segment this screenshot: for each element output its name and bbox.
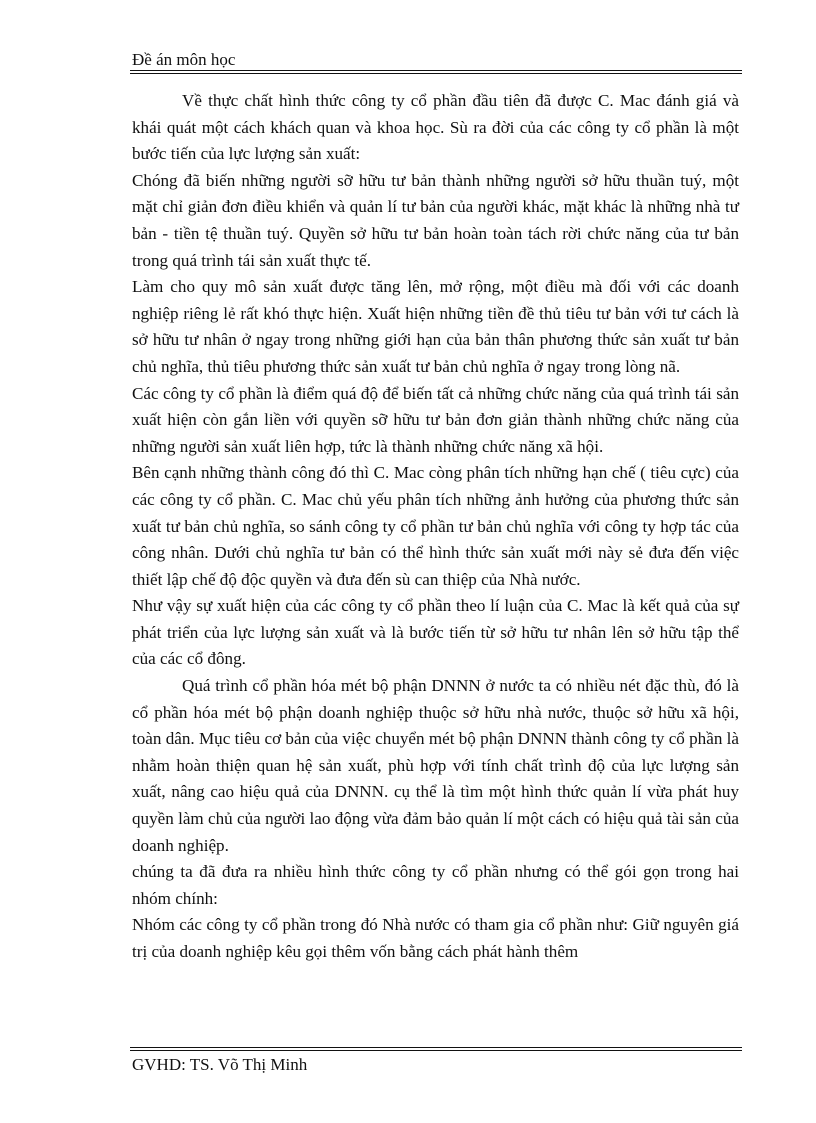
footer-rule — [130, 1047, 742, 1048]
page-footer-text: GVHD: TS. Võ Thị Minh — [132, 1055, 308, 1074]
paragraph: Quá trình cổ phần hóa mét bộ phận DNNN ở nước ta có nhiều nét đặc thù, đó là cổ phần hóa mét bộ phận doanh nghiệp thuộc sở hữu nhà nước, thuộc sở hữu xã hội, toàn dân. Mục tiêu cơ bản của việc chuyển mét bộ phận DNNN thành công ty cổ phần là nhằm hoàn thiện quan hệ sản xuất, phù hợp với tính chất trình độ của lực lượng sản xuất, nâng cao hiệu quả của DNNN. cụ thể là tìm một hình thức quản lí vừa phát huy quyền làm chủ của người lao động vừa đảm bảo quản lí một cách có hiệu quả tài sản của doanh nghiệp. — [132, 676, 739, 855]
paragraph: Như vậy sự xuất hiện của các công ty cổ phần theo lí luận của C. Mac là kết quả của sự phát triển của lực lượng sản xuất và là bước tiến từ sở hữu tư nhân lên sở hữu tập thể của các cổ đông. — [132, 596, 739, 669]
paragraph: chúng ta đã đưa ra nhiều hình thức công ty cổ phần nhưng có thể gói gọn trong hai nhóm chính: — [132, 862, 739, 908]
paragraph: Nhóm các công ty cổ phần trong đó Nhà nước có tham gia cổ phần như: Giữ nguyên giá trị của doanh nghiệp kêu gọi thêm vốn bằng cách phát hành thêm — [132, 915, 739, 961]
header-rule-secondary — [130, 73, 742, 74]
paragraph: Chóng đã biến những người sỡ hữu tư bản thành những người sở hữu thuần tuý, một mặt chỉ giản đơn điều khiển và quản lí tư bản của người khác, mặt khác là những nhà tư bản - tiền tệ thuần tuý. Quyền sở hữu tư bản hoàn toàn tách rời chức năng của tư bản trong quá trình tái sản xuất thực tế. — [132, 170, 739, 270]
paragraph: Các công ty cổ phần là điểm quá độ để biến tất cả những chức năng của quá trình tái sản xuất hiện còn gắn liền với quyền sỡ hữu tư bản đơn giản thành những chức năng của những người sản xuất liên hợp, tức là thành những chức năng xã hội. — [132, 383, 739, 456]
paragraph: Bên cạnh những thành công đó thì C. Mac còng phân tích những hạn chế ( tiêu cực) của các công ty cổ phần. C. Mac chủ yếu phân tích những ảnh hưởng của phương thức sản xuất tư bản chủ nghĩa, so sánh công ty cổ phần tư bản chủ nghĩa với công ty hợp tác của công nhân. Dưới chủ nghĩa tư bản có thể hình thức sản xuất mới này sẻ đưa đến việc thiết lập chế độ độc quyền và đưa đến sù can thiệp của Nhà nước. — [132, 463, 739, 589]
footer-rule-secondary — [130, 1050, 742, 1051]
document-body — [132, 88, 739, 966]
page-header-title: Đề án môn học — [132, 50, 236, 69]
header-rule — [130, 70, 742, 71]
paragraph: Làm cho quy mô sản xuất được tăng lên, mở rộng, một điều mà đối với các doanh nghiệp riêng lẻ rất khó thực hiện. Xuất hiện những tiền đề thủ tiêu tư bản với tư cách là sở hữu tư nhân ở ngay trong những giới hạn của bản thân phương thức sản xuất tư bản chủ nghĩa, thủ tiêu phương thức sản xuất tư bản chủ nghĩa ở ngay trong lòng nã. — [132, 277, 739, 376]
paragraph: Về thực chất hình thức công ty cổ phần đầu tiên đã được C. Mac đánh giá và khái quát một cách khách quan và khoa học. Sù ra đời của các công ty cổ phần là một bước tiến của lực lượng sản xuất: — [132, 91, 739, 164]
